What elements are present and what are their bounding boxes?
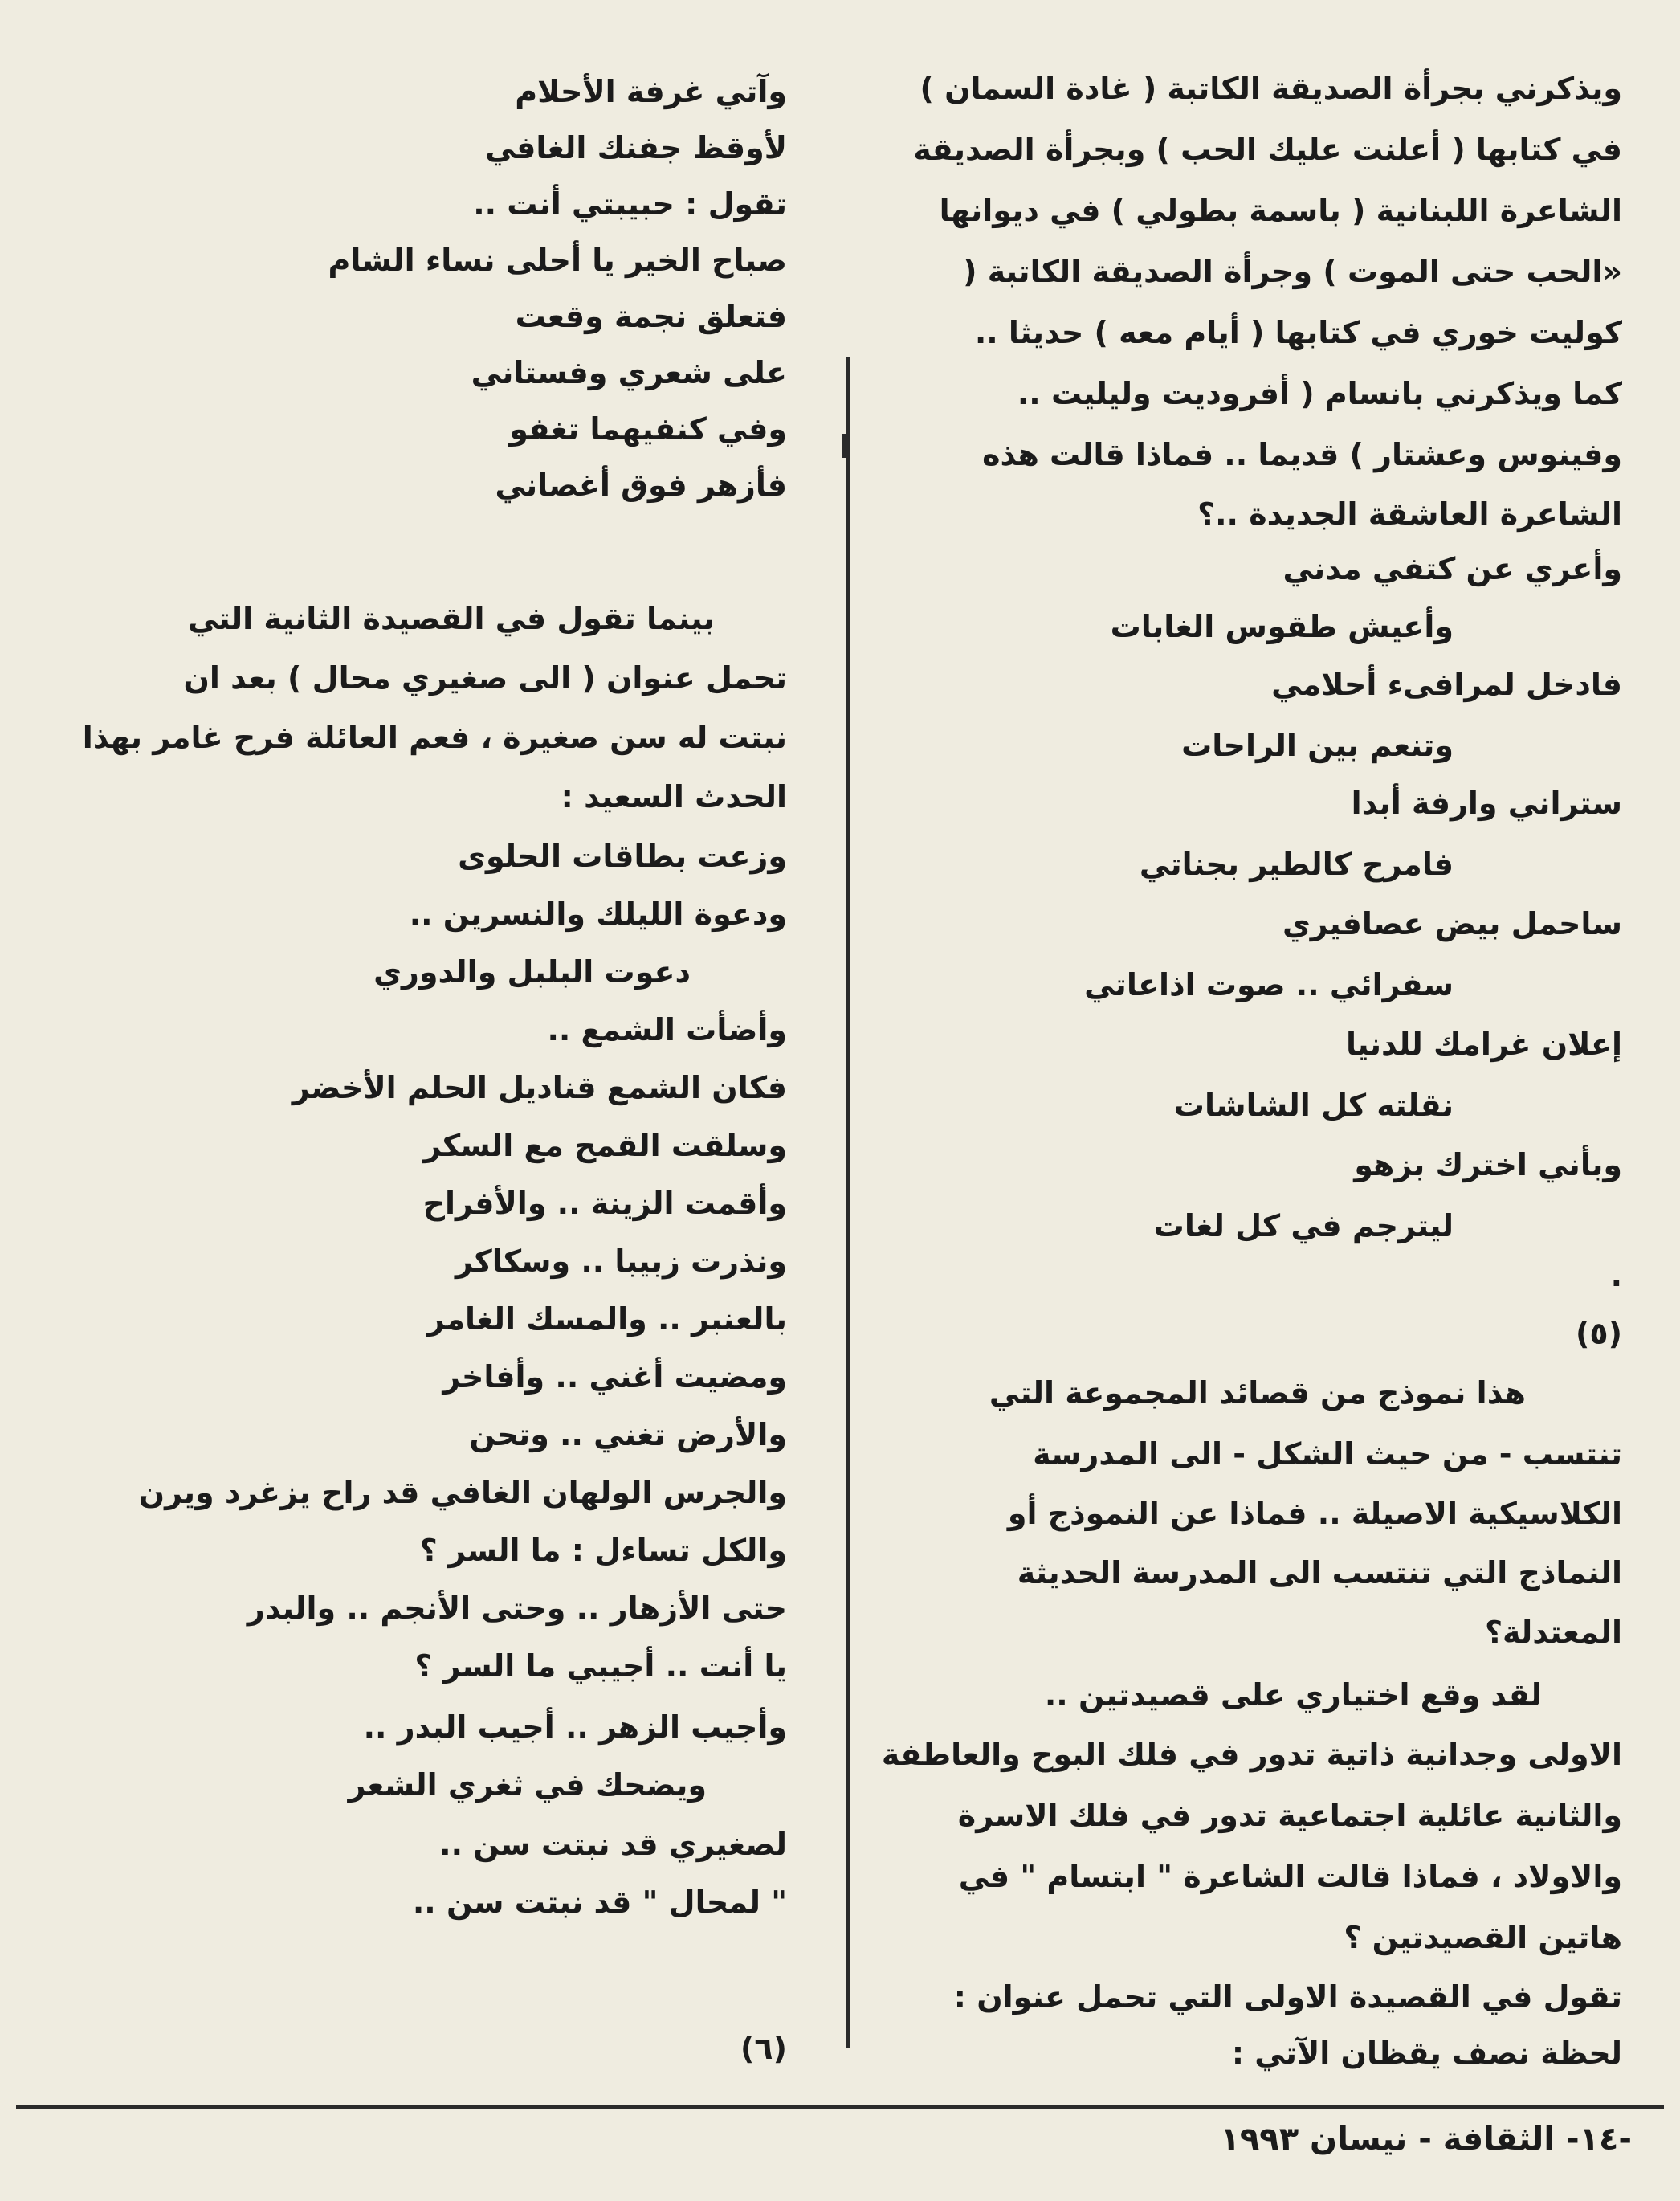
column-divider xyxy=(846,357,850,2048)
poem-line: وزعت بطاقات الحلوى xyxy=(458,839,787,874)
poem-line: وتنعم بين الراحات xyxy=(1181,728,1454,763)
poem-line: على شعري وفستاني xyxy=(471,355,787,390)
text-line: ويذكرني بجرأة الصديقة الكاتبة ( غادة السمان ) xyxy=(920,71,1622,106)
poem-line: فكان الشمع قناديل الحلم الأخضر xyxy=(292,1070,787,1105)
section-number: (٦) xyxy=(740,2031,787,2066)
poem-line: فأزهر فوق أغصاني xyxy=(495,468,787,503)
text-line: تنتسب - من حيث الشكل - الى المدرسة xyxy=(1033,1436,1622,1472)
poem-line: فادخل لمرافىء أحلامي xyxy=(1271,667,1622,702)
poem-line: ساحمل بيض عصافيري xyxy=(1282,906,1622,941)
poem-line: " لمحال " قد نبتت سن .. xyxy=(412,1885,787,1920)
text-line: والثانية عائلية اجتماعية تدور في فلك الاسرة xyxy=(957,1798,1622,1833)
poem-line: ليترجم في كل لغات xyxy=(1153,1208,1454,1243)
text-line: الشاعرة اللبنانية ( باسمة بطولي ) في ديوانها xyxy=(939,193,1622,228)
poem-line: ودعوة الليلك والنسرين .. xyxy=(409,896,787,932)
text-line: الاولى وجدانية ذاتية تدور في فلك البوح والعاطفة xyxy=(881,1737,1622,1772)
text-line: والاولاد ، فماذا قالت الشاعرة " ابتسام " في xyxy=(958,1859,1622,1894)
poem-line: وآتي غرفة الأحلام xyxy=(515,74,787,109)
poem-line: وبأني اخترك بزهو xyxy=(1354,1147,1622,1182)
text-line: هذا نموذج من قصائد المجموعة التي xyxy=(989,1375,1526,1411)
poem-line: فامرح كالطير بجناتي xyxy=(1139,847,1454,882)
text-line: تحمل عنوان ( الى صغيري محال ) بعد ان xyxy=(183,660,787,696)
left-text-column xyxy=(82,64,787,2066)
text-line: النماذج التي تنتسب الى المدرسة الحديثة xyxy=(1017,1555,1622,1591)
column-divider-notch xyxy=(842,434,850,458)
poem-line: يا أنت .. أجيبي ما السر ؟ xyxy=(414,1648,787,1684)
poem-line: وأجيب الزهر .. أجيب البدر .. xyxy=(363,1709,787,1745)
poem-line: وفي كنفيهما تغفو xyxy=(509,411,787,447)
poem-line: والأرض تغني .. وتحن xyxy=(469,1417,787,1452)
poem-line: وسلقت القمح مع السكر xyxy=(423,1128,787,1163)
text-line: بينما تقول في القصيدة الثانية التي xyxy=(187,601,715,636)
poem-line: بالعنبر .. والمسك الغامر xyxy=(426,1301,787,1337)
poem-line: وأعري عن كتفي مدني xyxy=(1282,551,1622,586)
text-line: نبتت له سن صغيرة ، فعم العائلة فرح غامر بهذا xyxy=(82,720,787,755)
text-line: في كتابها ( أعلنت عليك الحب ) وبجرأة الصديقة xyxy=(913,132,1622,167)
poem-line: إعلان غرامك للدنيا xyxy=(1345,1027,1622,1062)
text-line: كوليت خوري في كتابها ( أيام معه ) حديثا .. xyxy=(974,315,1622,350)
text-line: هاتين القصيدتين ؟ xyxy=(1344,1920,1622,1955)
poem-line: والكل تساءل : ما السر ؟ xyxy=(419,1533,787,1568)
poem-line: نقلته كل الشاشات xyxy=(1173,1088,1454,1123)
poem-line: والجرس الولهان الغافي قد راح يزغرد ويرن xyxy=(138,1475,787,1510)
poem-line: ستراني وارفة أبدا xyxy=(1351,786,1622,821)
text-line: لقد وقع اختياري على قصيدتين .. xyxy=(1044,1677,1542,1713)
poem-line: فتعلق نجمة وقعت xyxy=(515,299,787,334)
poem-line: وأقمت الزينة .. والأفراح xyxy=(422,1186,787,1221)
poem-line: لصغيري قد نبتت سن .. xyxy=(439,1827,787,1862)
text-line: الحدث السعيد : xyxy=(561,779,787,815)
poem-end-dot: . xyxy=(1610,1258,1622,1293)
text-line: الشاعرة العاشقة الجديدة ..؟ xyxy=(1197,496,1622,532)
text-line: المعتدلة؟ xyxy=(1484,1615,1622,1650)
poem-line: وأعيش طقوس الغابات xyxy=(1110,609,1454,644)
poem-line: ومضيت أغني .. وأفاخر xyxy=(442,1359,787,1395)
poem-line: لأوقظ جفنك الغافي xyxy=(485,130,787,165)
poem-line: تقول : حبيبتي أنت .. xyxy=(473,186,787,222)
page-footer: -١٤- الثقافة - نيسان ١٩٩٣ xyxy=(1220,2121,1632,2158)
text-line: «الحب حتى الموت ) وجرأة الصديقة الكاتبة ( xyxy=(963,254,1622,289)
poem-line: حتى الأزهار .. وحتى الأنجم .. والبدر xyxy=(247,1591,787,1626)
text-line: وفينوس وعشتار ) قديما .. فماذا قالت هذه xyxy=(982,437,1622,472)
text-line: كما ويذكرني بانسام ( أفروديت وليليت .. xyxy=(1017,376,1622,411)
right-text-column xyxy=(881,64,1622,2071)
text-line: تقول في القصيدة الاولى التي تحمل عنوان : xyxy=(953,1979,1622,2015)
poem-line: دعوت البلبل والدوري xyxy=(373,954,691,990)
text-line: لحظة نصف يقظان الآتي : xyxy=(1231,2036,1622,2071)
poem-line: وأضأت الشمع .. xyxy=(547,1012,787,1047)
poem-line: ونذرت زبيبا .. وسكاكر xyxy=(455,1243,787,1279)
poem-line: صباح الخير يا أحلى نساء الشام xyxy=(328,243,787,278)
section-number: (٥) xyxy=(1576,1316,1622,1351)
poem-line: سفرائي .. صوت اذاعاتي xyxy=(1084,967,1454,1002)
poem-line: ويضحك في ثغري الشعر xyxy=(348,1767,707,1803)
text-line: الكلاسيكية الاصيلة .. فماذا عن النموذج أو xyxy=(1007,1496,1622,1531)
footer-rule xyxy=(16,2105,1664,2109)
